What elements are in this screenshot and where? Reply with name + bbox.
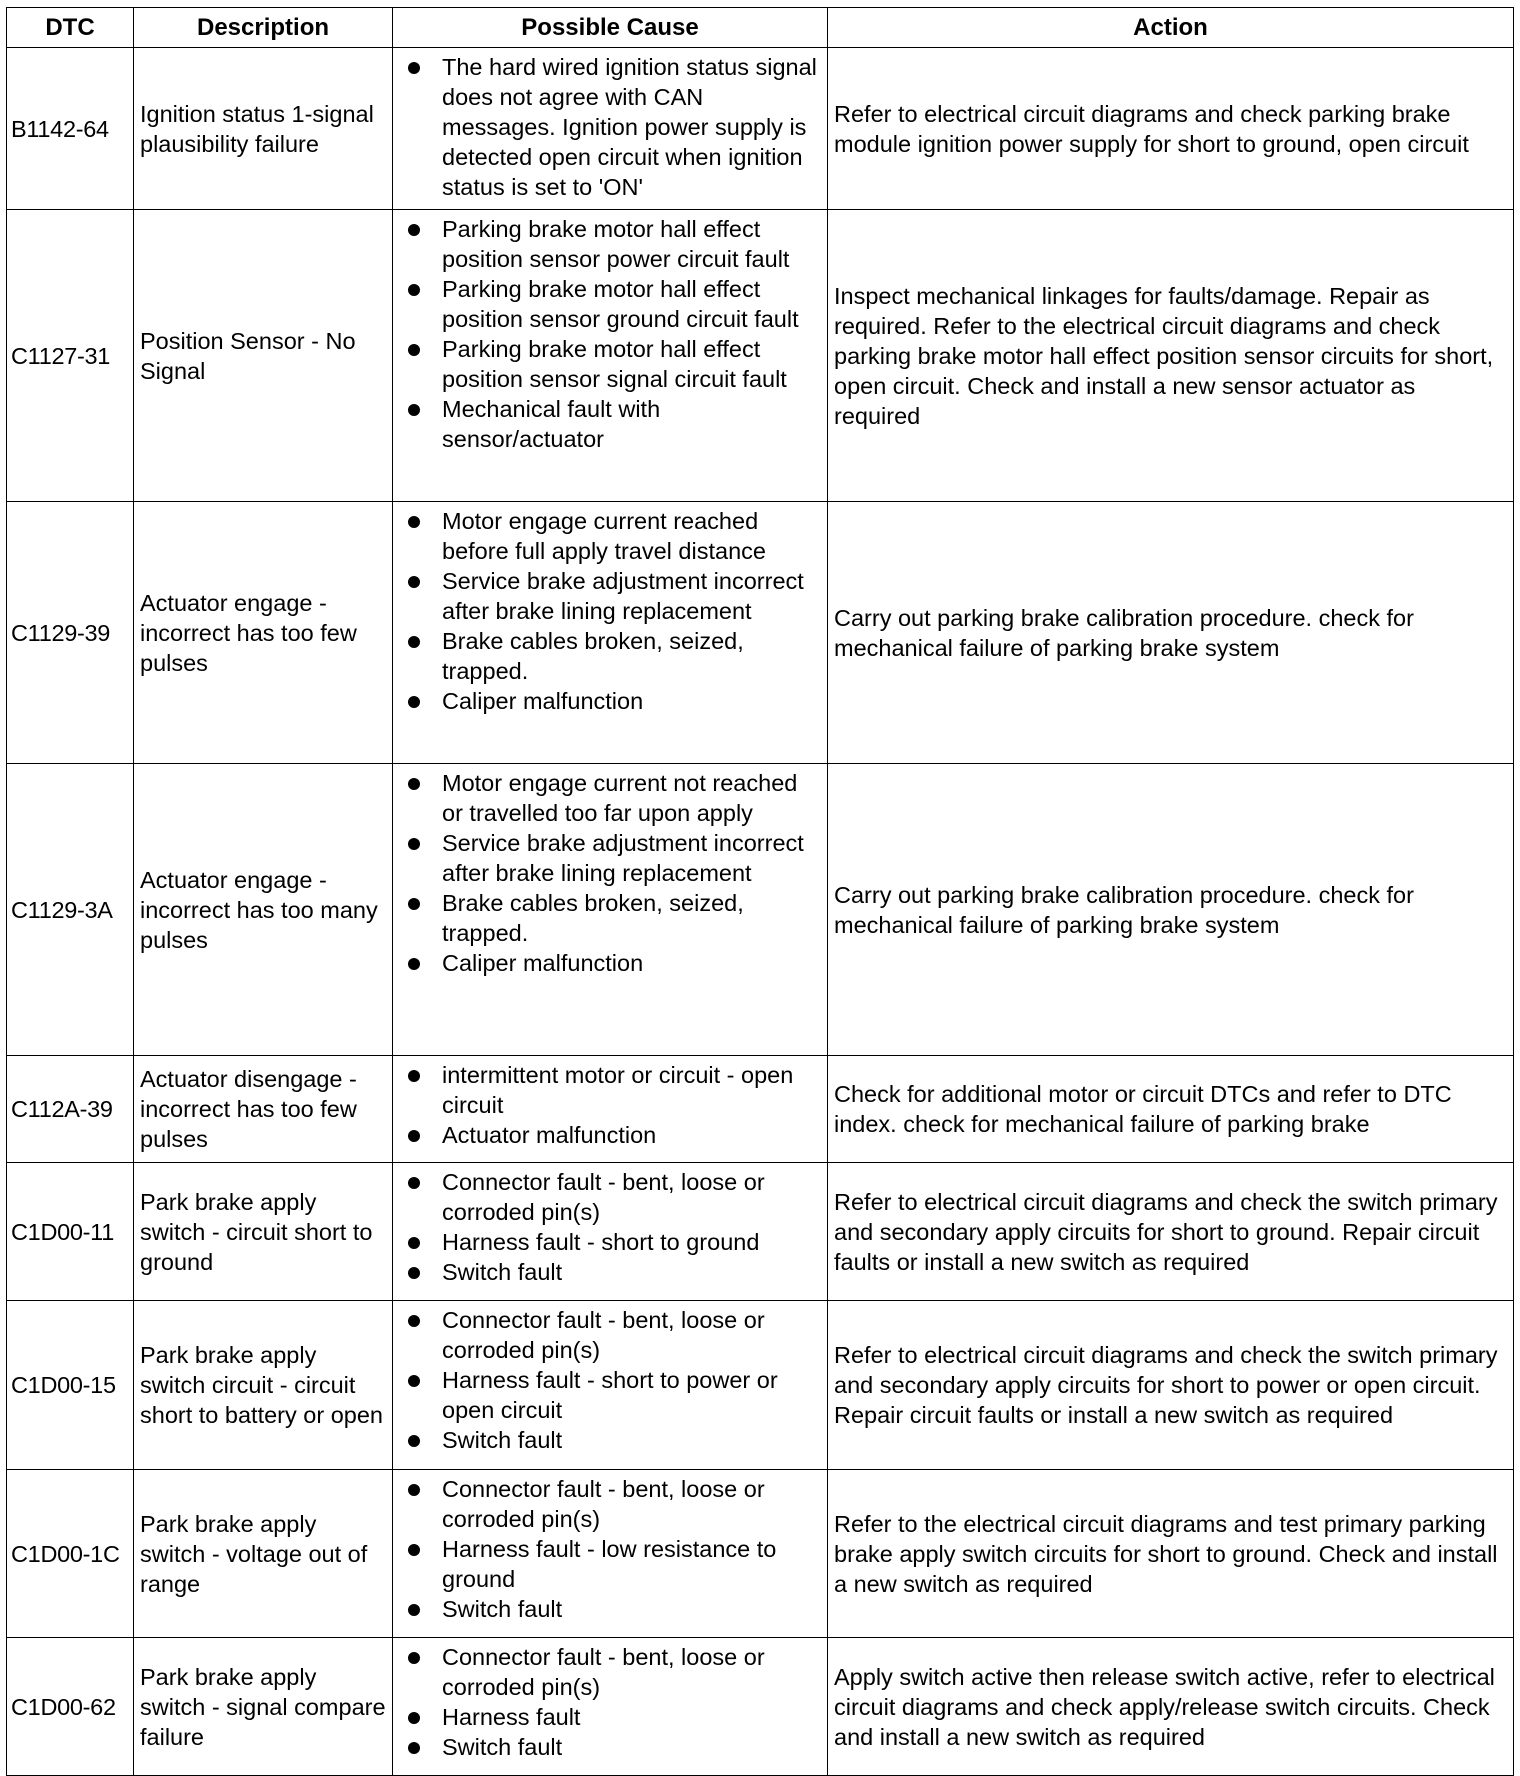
bullet-icon	[408, 284, 420, 296]
bullet-icon	[408, 1544, 420, 1556]
bullet-icon	[408, 1742, 420, 1754]
bullet-icon	[408, 576, 420, 588]
cause-text: Mechanical fault with sensor/actuator	[442, 396, 661, 452]
cause-item	[408, 828, 823, 888]
cause-text: Service brake adjustment incorrect after brake lining replacement	[442, 830, 804, 886]
table-row	[7, 48, 1514, 210]
bullet-icon	[408, 62, 420, 74]
cause-item	[408, 1474, 823, 1534]
bullet-icon	[408, 404, 420, 416]
header-action: Action	[828, 8, 1514, 48]
bullet-icon	[408, 1070, 420, 1082]
cause-item	[408, 1702, 823, 1732]
action-text: Check for additional motor or circuit DTCs and refer to DTC index. check for mechanical failure of parking brake	[828, 1056, 1514, 1163]
cause-item	[408, 768, 823, 828]
cause-text: Brake cables broken, seized, trapped.	[442, 628, 744, 684]
cause-text: Harness fault - short to ground	[442, 1229, 760, 1255]
action-text: Inspect mechanical linkages for faults/damage. Repair as required. Refer to the electrical circuit diagrams and check parking brake motor hall effect position sensor circuits for short, open circuit. Check and install a new sensor actuator as required	[828, 210, 1514, 502]
cause-item	[408, 888, 823, 948]
cause-item	[408, 1534, 823, 1594]
cause-item	[408, 1227, 823, 1257]
table-row	[7, 1163, 1514, 1301]
cause-text: Actuator malfunction	[442, 1122, 657, 1148]
cause-item	[408, 686, 823, 716]
cause-item	[408, 334, 823, 394]
cause-text: Service brake adjustment incorrect after brake lining replacement	[442, 568, 804, 624]
dtc-code: C1D00-1C	[7, 1470, 134, 1638]
cause-item	[408, 1305, 823, 1365]
dtc-description: Ignition status 1-signal plausibility failure	[134, 48, 393, 210]
cause-item	[408, 394, 823, 454]
header-row	[7, 8, 1514, 48]
action-text: Refer to electrical circuit diagrams and check the switch primary and secondary apply circuits for short to power or open circuit. Repair circuit faults or install a new switch as required	[828, 1301, 1514, 1470]
table-row	[7, 1301, 1514, 1470]
cause-list	[408, 1470, 823, 1628]
bullet-icon	[408, 1237, 420, 1249]
cause-text: Parking brake motor hall effect position sensor ground circuit fault	[442, 276, 799, 332]
dtc-code: C1D00-15	[7, 1301, 134, 1470]
cause-list	[408, 1163, 823, 1291]
bullet-icon	[408, 1604, 420, 1616]
cause-item	[408, 1365, 823, 1425]
bullet-icon	[408, 1130, 420, 1142]
cause-text: Switch fault	[442, 1734, 563, 1760]
possible-cause-cell	[393, 1056, 828, 1163]
action-text: Refer to the electrical circuit diagrams and test primary parking brake apply switch circuits for short to ground. Check and install a new switch as required	[828, 1470, 1514, 1638]
possible-cause-cell	[393, 502, 828, 764]
cause-item	[408, 1594, 823, 1624]
action-text: Apply switch active then release switch active, refer to electrical circuit diagrams and check apply/release switch circuits. Check and install a new switch as required	[828, 1638, 1514, 1776]
table-row	[7, 764, 1514, 1056]
bullet-icon	[408, 696, 420, 708]
table-row	[7, 1056, 1514, 1163]
cause-text: Motor engage current reached before full apply travel distance	[442, 508, 766, 564]
possible-cause-cell	[393, 1638, 828, 1776]
cause-text: Caliper malfunction	[442, 688, 644, 714]
table-header	[7, 8, 1514, 48]
bullet-icon	[408, 1435, 420, 1447]
dtc-table	[6, 7, 1514, 1776]
possible-cause-cell	[393, 210, 828, 502]
bullet-icon	[408, 344, 420, 356]
dtc-description: Park brake apply switch - voltage out of range	[134, 1470, 393, 1638]
cause-item	[408, 506, 823, 566]
cause-text: intermittent motor or circuit - open circuit	[442, 1062, 794, 1118]
cause-text: Caliper malfunction	[442, 950, 644, 976]
cause-text: Switch fault	[442, 1259, 563, 1285]
dtc-description: Actuator engage - incorrect has too many pulses	[134, 764, 393, 1056]
cause-list	[408, 48, 823, 206]
cause-text: Connector fault - bent, loose or corroded pin(s)	[442, 1476, 765, 1532]
cause-item	[408, 566, 823, 626]
dtc-description: Position Sensor - No Signal	[134, 210, 393, 502]
table-row	[7, 502, 1514, 764]
cause-list	[408, 1638, 823, 1766]
bullet-icon	[408, 898, 420, 910]
dtc-description: Park brake apply switch circuit - circuit short to battery or open	[134, 1301, 393, 1470]
possible-cause-cell	[393, 1163, 828, 1301]
cause-text: Switch fault	[442, 1596, 563, 1622]
cause-text: Harness fault - low resistance to ground	[442, 1536, 777, 1592]
cause-text: Connector fault - bent, loose or corroded pin(s)	[442, 1644, 765, 1700]
cause-item	[408, 948, 823, 978]
header-description: Description	[134, 8, 393, 48]
dtc-description: Actuator disengage - incorrect has too few pulses	[134, 1056, 393, 1163]
dtc-description: Park brake apply switch - circuit short to ground	[134, 1163, 393, 1301]
dtc-code: C1D00-62	[7, 1638, 134, 1776]
cause-text: Harness fault	[442, 1704, 581, 1730]
cause-item	[408, 274, 823, 334]
cause-text: Switch fault	[442, 1427, 563, 1453]
bullet-icon	[408, 1315, 420, 1327]
header-dtc: DTC	[7, 8, 134, 48]
cause-list	[408, 1056, 823, 1154]
dtc-code: C1127-31	[7, 210, 134, 502]
cause-text: Connector fault - bent, loose or corroded pin(s)	[442, 1307, 765, 1363]
dtc-code: C112A-39	[7, 1056, 134, 1163]
dtc-code: B1142-64	[7, 48, 134, 210]
bullet-icon	[408, 1267, 420, 1279]
possible-cause-cell	[393, 1301, 828, 1470]
cause-item	[408, 626, 823, 686]
bullet-icon	[408, 958, 420, 970]
bullet-icon	[408, 1712, 420, 1724]
table-row	[7, 1638, 1514, 1776]
cause-item	[408, 1642, 823, 1702]
cause-item	[408, 52, 823, 202]
dtc-code: C1D00-11	[7, 1163, 134, 1301]
cause-list	[408, 1301, 823, 1459]
bullet-icon	[408, 1484, 420, 1496]
cause-list	[408, 210, 823, 458]
dtc-code: C1129-39	[7, 502, 134, 764]
dtc-description: Actuator engage - incorrect has too few pulses	[134, 502, 393, 764]
cause-text: Brake cables broken, seized, trapped.	[442, 890, 744, 946]
bullet-icon	[408, 516, 420, 528]
cause-list	[408, 764, 823, 982]
bullet-icon	[408, 778, 420, 790]
cause-text: Harness fault - short to power or open circuit	[442, 1367, 778, 1423]
cause-item	[408, 1732, 823, 1762]
possible-cause-cell	[393, 1470, 828, 1638]
cause-item	[408, 214, 823, 274]
action-text: Refer to electrical circuit diagrams and check parking brake module ignition power supply for short to ground, open circuit	[828, 48, 1514, 210]
possible-cause-cell	[393, 764, 828, 1056]
cause-item	[408, 1120, 823, 1150]
bullet-icon	[408, 636, 420, 648]
cause-text: Motor engage current not reached or travelled too far upon apply	[442, 770, 798, 826]
cause-text: Parking brake motor hall effect position sensor signal circuit fault	[442, 336, 787, 392]
cause-text: The hard wired ignition status signal does not agree with CAN messages. Ignition power supply is detected open circuit when ignition status is set to 'ON'	[442, 54, 817, 200]
table-row	[7, 210, 1514, 502]
bullet-icon	[408, 224, 420, 236]
cause-item	[408, 1425, 823, 1455]
cause-item	[408, 1060, 823, 1120]
dtc-code: C1129-3A	[7, 764, 134, 1056]
cause-list	[408, 502, 823, 720]
action-text: Carry out parking brake calibration procedure. check for mechanical failure of parking brake system	[828, 764, 1514, 1056]
table-body	[7, 48, 1514, 1776]
action-text: Refer to electrical circuit diagrams and check the switch primary and secondary apply circuits for short to ground. Repair circuit faults or install a new switch as required	[828, 1163, 1514, 1301]
cause-item	[408, 1167, 823, 1227]
bullet-icon	[408, 838, 420, 850]
possible-cause-cell	[393, 48, 828, 210]
bullet-icon	[408, 1652, 420, 1664]
cause-text: Connector fault - bent, loose or corroded pin(s)	[442, 1169, 765, 1225]
header-possible-cause: Possible Cause	[393, 8, 828, 48]
bullet-icon	[408, 1375, 420, 1387]
bullet-icon	[408, 1177, 420, 1189]
cause-text: Parking brake motor hall effect position sensor power circuit fault	[442, 216, 790, 272]
cause-item	[408, 1257, 823, 1287]
table-row	[7, 1470, 1514, 1638]
dtc-description: Park brake apply switch - signal compare failure	[134, 1638, 393, 1776]
action-text: Carry out parking brake calibration procedure. check for mechanical failure of parking brake system	[828, 502, 1514, 764]
